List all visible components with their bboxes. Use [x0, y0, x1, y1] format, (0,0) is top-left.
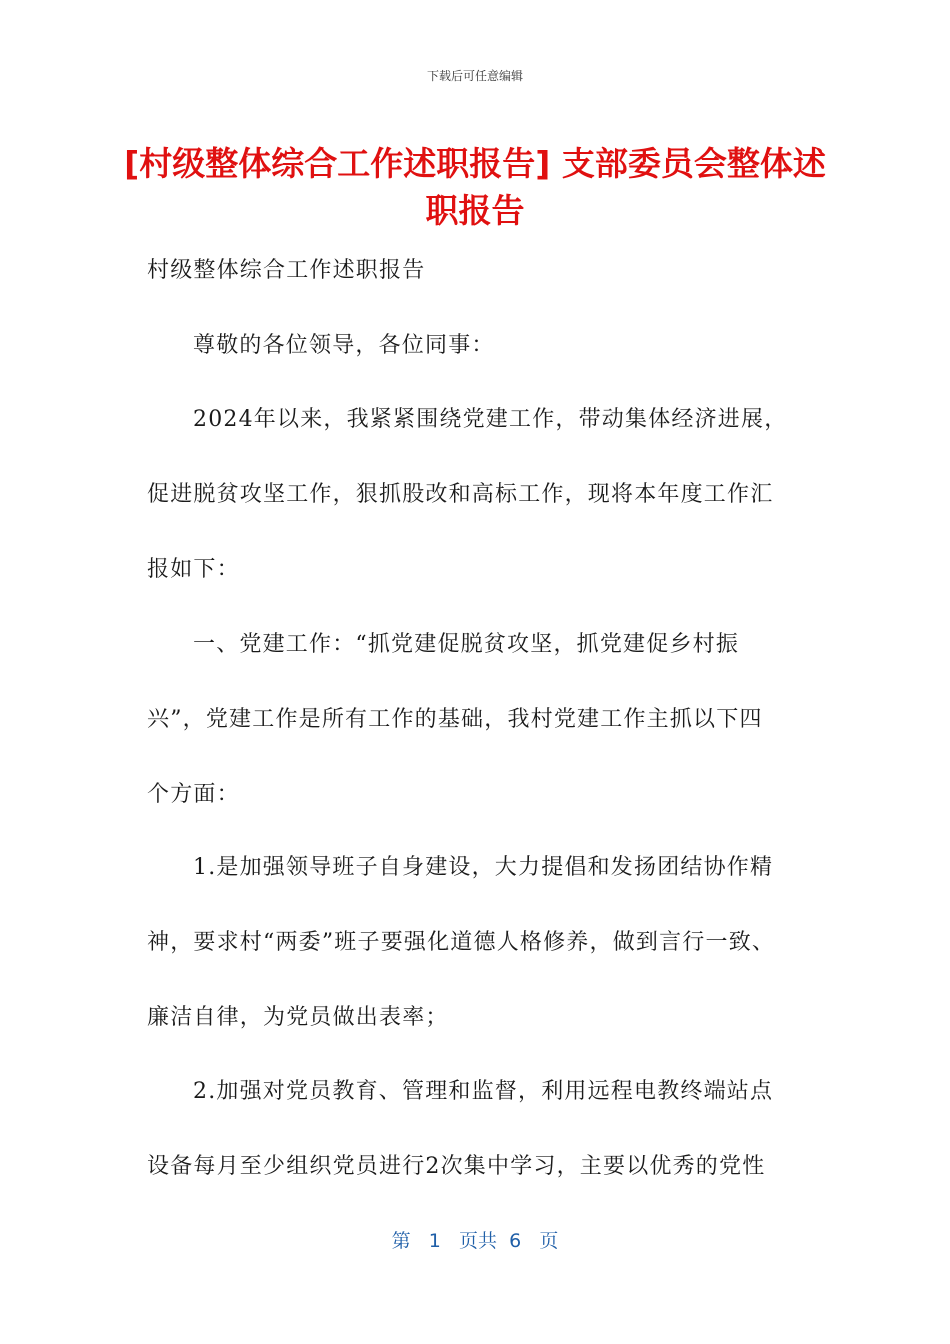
total-pages-number: 6	[509, 1230, 522, 1252]
body-line: 尊敬的各位领导，各位同事：	[193, 333, 495, 358]
current-page-number: 1	[428, 1230, 441, 1252]
body-line: 一、党建工作：“抓党建促脱贫攻坚，抓党建促乡村振	[193, 632, 740, 657]
body-line: 村级整体综合工作述职报告	[147, 258, 426, 283]
body-line: 促进脱贫攻坚工作，狠抓股改和高标工作，现将本年度工作汇	[147, 482, 774, 507]
page-label-prefix: 第	[391, 1230, 411, 1252]
body-line: 神，要求村“两委”班子要强化道德人格修养，做到言行一致、	[147, 930, 776, 955]
page-footer	[0, 1226, 950, 1253]
document-title: [村级整体综合工作述职报告] 支部委员会整体述职报告	[124, 144, 826, 230]
header-note: 下载后可任意编辑	[426, 69, 523, 83]
body-line: 廉洁自律，为党员做出表率；	[147, 1005, 449, 1030]
body-line: 2024年以来，我紧紧围绕党建工作，带动集体经济进展，	[193, 407, 788, 432]
page-label-mid: 页共	[459, 1230, 498, 1252]
body-line: 设备每月至少组织党员进行2次集中学习，主要以优秀的党性	[147, 1154, 766, 1179]
body-line: 个方面：	[147, 782, 240, 807]
body-line: 报如下：	[147, 557, 240, 582]
body-line: 2.加强对党员教育、管理和监督，利用远程电教终端站点	[193, 1079, 774, 1104]
body-line: 1.是加强领导班子自身建设，大力提倡和发扬团结协作精	[193, 855, 774, 880]
page-label-suffix: 页	[539, 1230, 559, 1252]
body-line: 兴”，党建工作是所有工作的基础，我村党建工作主抓以下四	[147, 707, 763, 732]
